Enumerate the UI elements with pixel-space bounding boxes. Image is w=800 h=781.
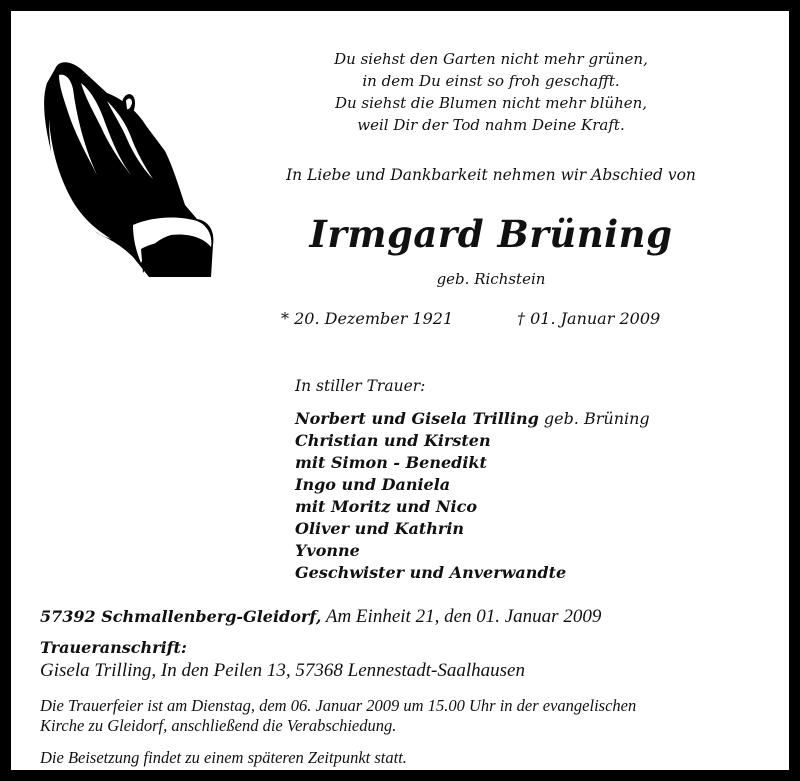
mourning-address: Gisela Trilling, In den Peilen 13, 57368 Lennestadt-Saalhausen — [40, 660, 525, 681]
mourner-row — [295, 452, 650, 474]
mourner-row — [295, 408, 650, 430]
mourner-name: mit Moritz und Nico — [295, 497, 478, 516]
poem-line: Du siehst die Blumen nicht mehr blühen, — [334, 94, 648, 112]
poem — [241, 48, 741, 136]
location-line — [40, 606, 601, 628]
location-place: 57392 Schmallenberg-Gleidorf, — [40, 607, 322, 626]
mourner-name: Ingo und Daniela — [295, 475, 451, 494]
mourners-label: In stiller Trauer: — [295, 377, 426, 395]
mourner-row — [295, 430, 650, 452]
mourning-address-title: Traueranschrift: — [40, 638, 187, 657]
mourner-row — [295, 562, 650, 584]
maiden-name: geb. Richstein — [436, 270, 546, 288]
service-line: Kirche zu Gleidorf, anschließend die Verabschiedung. — [40, 716, 397, 735]
mourner-name: Geschwister und Anverwandte — [295, 563, 567, 582]
poem-line: weil Dir der Tod nahm Deine Kraft. — [357, 116, 625, 134]
praying-hands-icon — [37, 49, 217, 277]
intro-text: In Liebe und Dankbarkeit nehmen wir Abschied von — [286, 166, 696, 184]
mourner-name: Norbert und Gisela Trilling — [295, 409, 539, 428]
mourner-suffix: geb. Brüning — [538, 409, 650, 428]
poem-line: in dem Du einst so froh geschafft. — [362, 72, 620, 90]
burial-info: Die Beisetzung findet zu einem späteren Zeitpunkt statt. — [40, 748, 407, 767]
mourner-row — [295, 540, 650, 562]
mourner-row — [295, 518, 650, 540]
mourner-row — [295, 496, 650, 518]
service-line: Die Trauerfeier ist am Dienstag, dem 06. Januar 2009 um 15.00 Uhr in der evangelischen — [40, 696, 637, 715]
mourner-name: Yvonne — [295, 541, 360, 560]
death-date: † 01. Januar 2009 — [517, 309, 661, 328]
funeral-service-info — [40, 696, 790, 736]
mourner-name: Oliver und Kathrin — [295, 519, 465, 538]
poem-line: Du siehst den Garten nicht mehr grünen, — [334, 50, 648, 68]
mourner-row — [295, 474, 650, 496]
birth-date: * 20. Dezember 1921 — [281, 309, 454, 328]
mourners-list — [295, 408, 650, 584]
deceased-name: Irmgard Brüning — [309, 212, 673, 256]
mourner-name: Christian und Kirsten — [295, 431, 491, 450]
mourner-name: mit Simon - Benedikt — [295, 453, 487, 472]
location-detail: Am Einheit 21, den 01. Januar 2009 — [321, 606, 602, 627]
